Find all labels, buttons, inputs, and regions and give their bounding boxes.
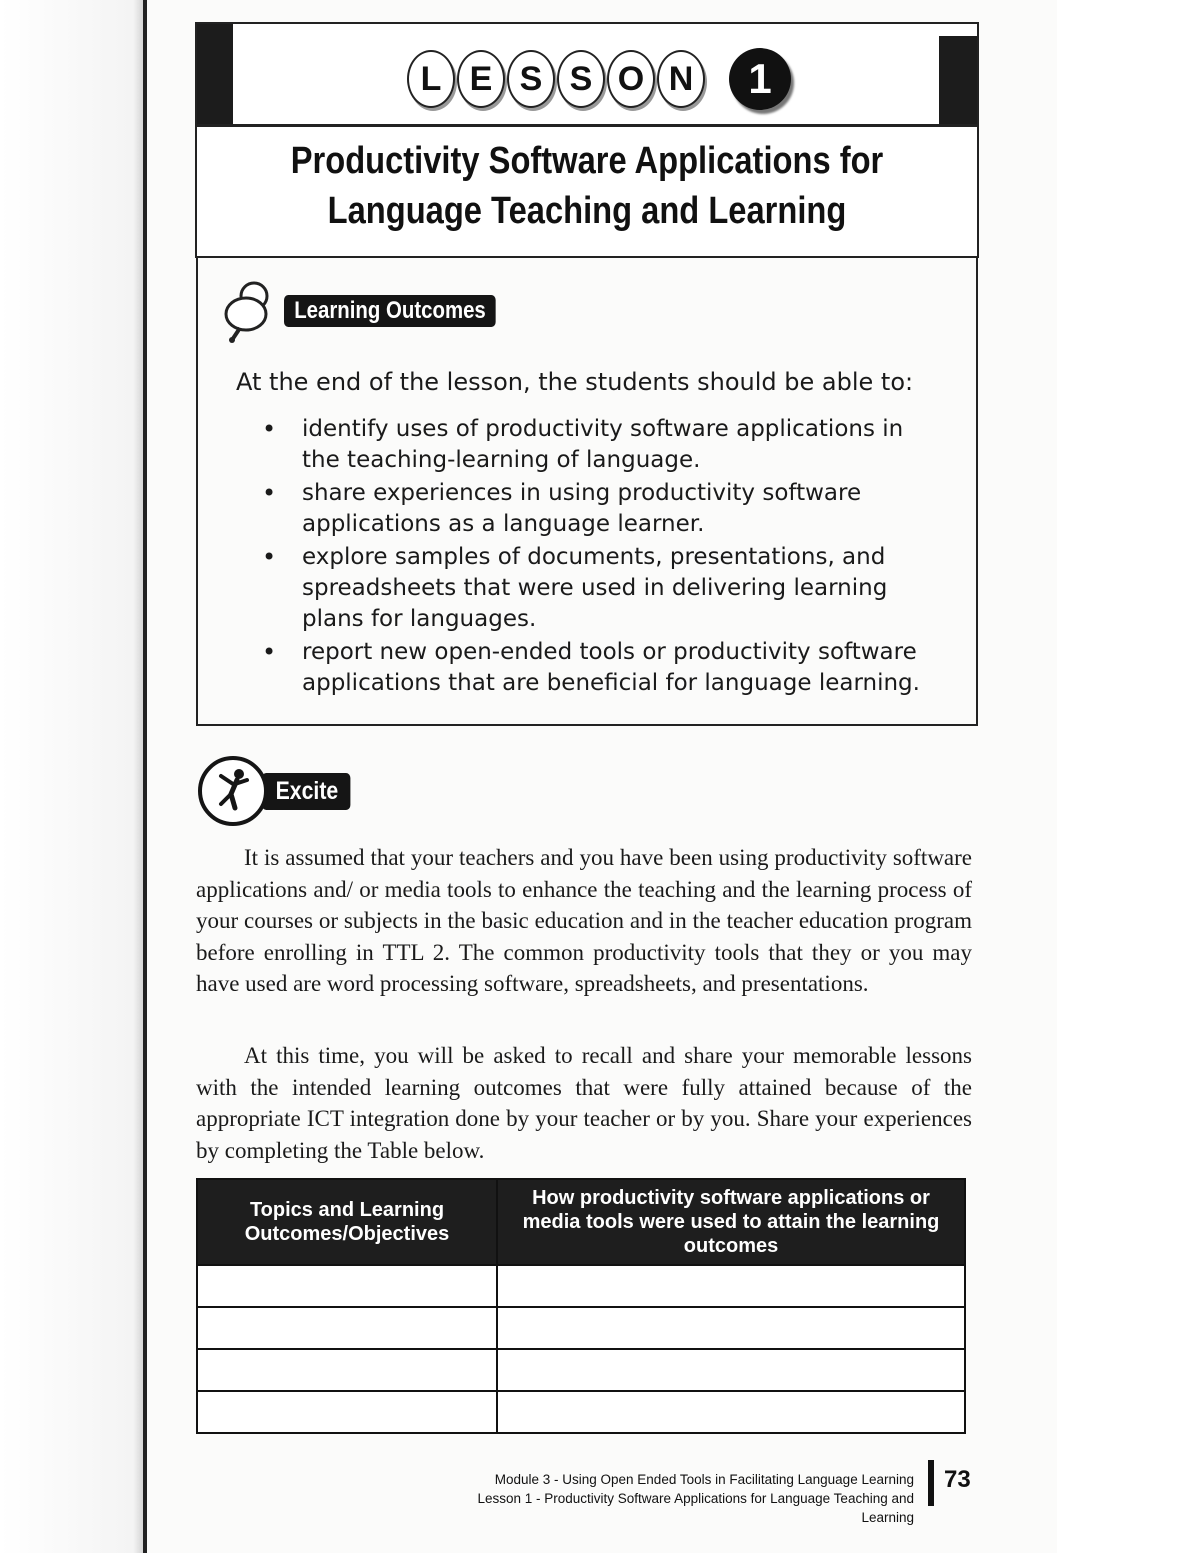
lesson-letter: S: [507, 50, 555, 108]
table-header-tools: How productivity software applications or media tools were used to attain the learning outcomes: [497, 1179, 965, 1265]
table-row: [197, 1391, 965, 1433]
lesson-header: [195, 22, 979, 258]
lesson-letter: N: [657, 50, 705, 108]
lesson-letter: L: [407, 50, 455, 108]
table-cell[interactable]: [197, 1265, 497, 1307]
outcomes-intro: At the end of the lesson, the students should be able to:: [236, 368, 914, 396]
table-row: [197, 1265, 965, 1307]
lesson-letter: O: [607, 50, 655, 108]
lesson-letter: S: [557, 50, 605, 108]
table-cell[interactable]: [197, 1349, 497, 1391]
learning-outcomes-label: Learning Outcomes: [284, 295, 496, 327]
learning-outcomes-section: [196, 256, 978, 726]
table-cell[interactable]: [497, 1349, 965, 1391]
lesson-title-line1: Productivity Software Applications for: [290, 140, 884, 182]
lesson-number: 1: [729, 48, 791, 110]
experience-table: [196, 1178, 966, 1434]
table-header-row: [197, 1179, 965, 1265]
excite-paragraph-2: At this time, you will be asked to recall and share your memorable lessons with the intended learning outcomes that were fully attained because of the appropriate ICT integration done by your teacher or by you. Share your experiences by completing the Table below.: [196, 1043, 972, 1163]
lesson-label: [407, 48, 791, 110]
figure-icon: [198, 756, 268, 826]
lesson-letter: E: [457, 50, 505, 108]
header-bar-right: [939, 36, 977, 126]
list-item: • report new open-ended tools or productivity software applications that are beneficial for language learning.: [258, 637, 948, 699]
table-cell[interactable]: [497, 1307, 965, 1349]
footer-module-line: Module 3 - Using Open Ended Tools in Facilitating Language Learning: [494, 1472, 914, 1487]
outcomes-list: [258, 414, 948, 701]
table-cell[interactable]: [197, 1307, 497, 1349]
table-cell[interactable]: [497, 1265, 965, 1307]
header-bar-left: [197, 24, 233, 124]
table-row: [197, 1307, 965, 1349]
excite-paragraph-1: It is assumed that your teachers and you have been using productivity software applications and/ or media tools to enhance the teaching and the learning process of your courses or subjects in the basic education and in the teacher education program before enrolling in TTL 2. The common productivity tools that they or you may have used are word processing software, spreadsheets, and presentations.: [196, 845, 972, 996]
header-divider: [197, 124, 977, 127]
footer-lesson-line: Lesson 1 - Productivity Software Applications for Language Teaching and Learning: [477, 1491, 914, 1525]
pushpin-icon: [222, 278, 276, 344]
lesson-title: [252, 136, 923, 236]
table-cell[interactable]: [497, 1391, 965, 1433]
footer-divider: [928, 1460, 934, 1506]
table-cell[interactable]: [197, 1391, 497, 1433]
table-header-topics: Topics and Learning Outcomes/Objectives: [197, 1179, 497, 1265]
table-row: [197, 1349, 965, 1391]
page-number: 73: [944, 1466, 971, 1493]
page-gutter-shadow: [0, 0, 148, 1553]
list-item: • identify uses of productivity software applications in the teaching-learning of language.: [258, 414, 948, 476]
learning-outcomes-badge: [222, 278, 533, 344]
excite-label: Excite: [262, 773, 350, 810]
lesson-title-line2: Language Teaching and Learning: [327, 190, 847, 232]
page-footer: [430, 1470, 914, 1527]
list-item: • share experiences in using productivity software applications as a language learner.: [258, 478, 948, 540]
excite-badge: [198, 756, 366, 826]
list-item: • explore samples of documents, presentations, and spreadsheets that were used in delivering learning plans for languages.: [258, 542, 948, 635]
